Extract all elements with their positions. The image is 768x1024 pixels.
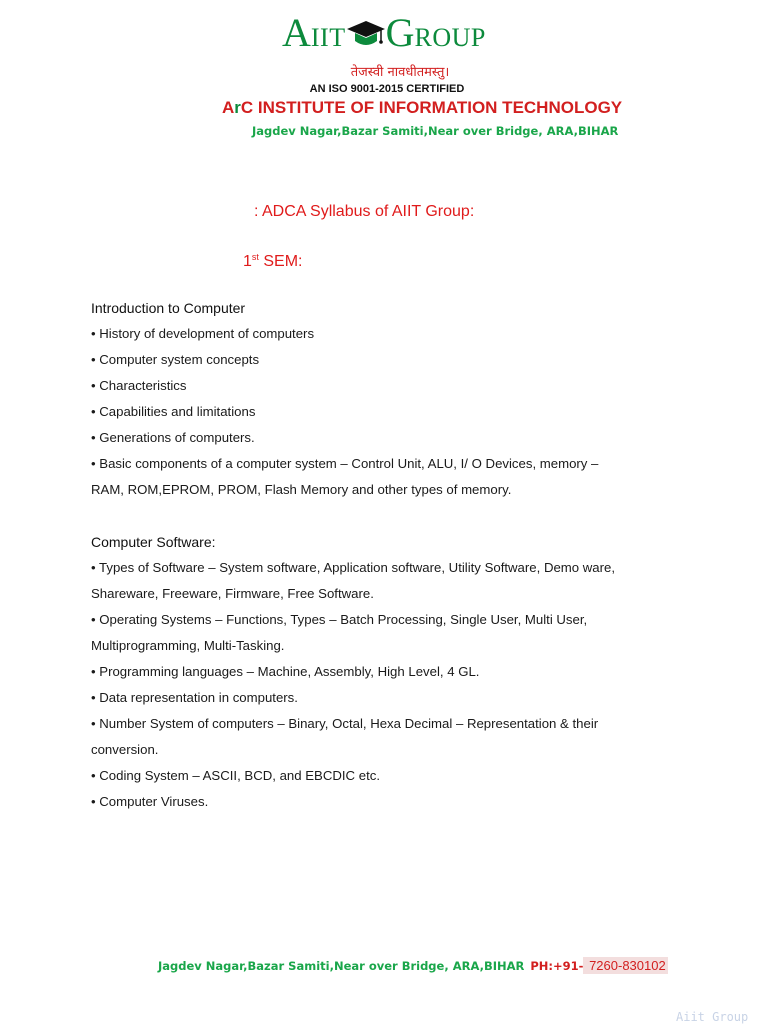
list-item: • History of development of computers	[91, 326, 315, 341]
phone-number: 7260-830102	[585, 958, 666, 973]
graduation-cap-icon	[346, 17, 386, 51]
footer-contact	[158, 958, 668, 973]
motto-text: तेजस्वी नावधीतमस्तु।	[350, 65, 450, 80]
list-item: • Types of Software – System software, Application software, Utility Software, Demo ware,	[91, 560, 616, 575]
list-item: • Computer system concepts	[91, 352, 260, 367]
institute-letter-c: C	[240, 98, 254, 117]
software-topic-list	[91, 555, 691, 815]
list-item: • Coding System – ASCII, BCD, and EBCDIC etc.	[91, 768, 380, 783]
semester-number: 1	[243, 253, 252, 270]
section-heading-intro: Introduction to Computer	[91, 300, 246, 316]
section-heading-software: Computer Software:	[91, 534, 216, 550]
list-item: • Characteristics	[91, 378, 187, 393]
list-item: • Basic components of a computer system – Control Unit, ALU, I/ O Devices, memory –	[91, 456, 599, 471]
aiit-group-logo	[282, 12, 502, 54]
institute-name	[222, 98, 642, 118]
semester-label: SEM:	[258, 253, 303, 270]
syllabus-title: : ADCA Syllabus of AIIT Group:	[254, 203, 475, 220]
list-item: • Computer Viruses.	[91, 794, 209, 809]
list-item: Shareware, Freeware, Firmware, Free Software.	[91, 586, 374, 601]
list-item: • Generations of computers.	[91, 430, 255, 445]
certification-text: AN ISO 9001-2015 CERTIFIED	[309, 83, 465, 95]
institute-name-rest: INSTITUTE OF INFORMATION TECHNOLOGY	[253, 98, 623, 117]
logo-letter-a: A	[282, 10, 311, 55]
list-item: • Capabilities and limitations	[91, 404, 256, 419]
list-item: • Number System of computers – Binary, Octal, Hexa Decimal – Representation & their	[91, 716, 599, 731]
logo-letters-iit: IIT	[310, 23, 346, 52]
list-item: • Operating Systems – Functions, Types – Batch Processing, Single User, Multi User,	[91, 612, 588, 627]
watermark-text: Aiit Group	[676, 1010, 749, 1024]
header-address: Jagdev Nagar,Bazar Samiti,Near over Bridge, ARA,BIHAR	[252, 124, 619, 138]
institute-letter-r: r	[234, 98, 241, 117]
semester-suffix: st	[251, 252, 259, 262]
intro-topic-list	[91, 321, 691, 503]
section-spacer	[91, 503, 691, 529]
phone-prefix: PH:+91-	[530, 959, 584, 973]
semester-title	[243, 252, 302, 271]
list-item: • Programming languages – Machine, Assembly, High Level, 4 GL.	[91, 664, 480, 679]
list-item: • Data representation in computers.	[91, 690, 298, 705]
logo-letter-g: G	[385, 10, 415, 55]
logo-letters-roup: ROUP	[414, 23, 486, 52]
list-item: RAM, ROM,EPROM, PROM, Flash Memory and other types of memory.	[91, 482, 512, 497]
footer-address: Jagdev Nagar,Bazar Samiti,Near over Bridge, ARA,BIHAR	[158, 959, 525, 973]
list-item: conversion.	[91, 742, 159, 757]
list-item: Multiprogramming, Multi-Tasking.	[91, 638, 285, 653]
syllabus-content	[91, 295, 691, 815]
institute-letter-a: A	[222, 98, 235, 117]
